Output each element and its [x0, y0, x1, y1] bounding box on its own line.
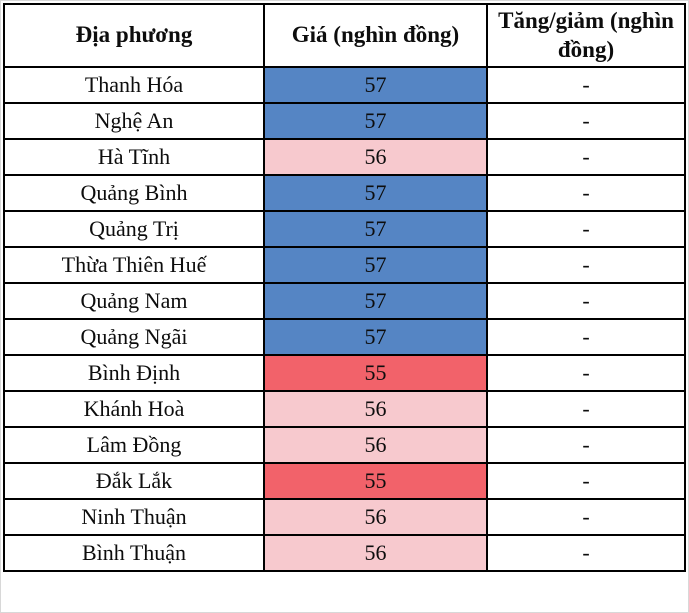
change-cell: -	[487, 67, 685, 103]
change-cell: -	[487, 427, 685, 463]
table-body	[4, 67, 685, 571]
province-cell: Hà Tĩnh	[4, 139, 264, 175]
col-header-province: Địa phương	[4, 4, 264, 67]
province-cell: Thừa Thiên Huế	[4, 247, 264, 283]
table-row	[4, 463, 685, 499]
change-cell: -	[487, 499, 685, 535]
province-cell: Thanh Hóa	[4, 67, 264, 103]
col-header-price: Giá (nghìn đồng)	[264, 4, 487, 67]
province-cell: Quảng Nam	[4, 283, 264, 319]
price-cell: 57	[264, 247, 487, 283]
table-row	[4, 139, 685, 175]
price-cell: 57	[264, 175, 487, 211]
change-cell: -	[487, 103, 685, 139]
price-cell: 57	[264, 103, 487, 139]
province-cell: Quảng Ngãi	[4, 319, 264, 355]
table-row	[4, 427, 685, 463]
province-cell: Lâm Đồng	[4, 427, 264, 463]
table-row	[4, 283, 685, 319]
price-cell: 57	[264, 67, 487, 103]
price-cell: 55	[264, 355, 487, 391]
table-row	[4, 499, 685, 535]
table-header	[4, 4, 685, 67]
table-row	[4, 175, 685, 211]
price-cell: 57	[264, 283, 487, 319]
change-cell: -	[487, 319, 685, 355]
col-header-change-label: Tăng/giảm (nghìn đồng)	[498, 7, 674, 62]
change-cell: -	[487, 211, 685, 247]
price-cell: 57	[264, 319, 487, 355]
price-table	[3, 3, 686, 572]
change-cell: -	[487, 463, 685, 499]
table-row	[4, 535, 685, 571]
change-cell: -	[487, 139, 685, 175]
change-cell: -	[487, 355, 685, 391]
col-header-change	[487, 4, 685, 67]
table-row	[4, 391, 685, 427]
table-row	[4, 103, 685, 139]
province-cell: Ninh Thuận	[4, 499, 264, 535]
province-cell: Nghệ An	[4, 103, 264, 139]
price-cell: 56	[264, 139, 487, 175]
province-cell: Khánh Hoà	[4, 391, 264, 427]
price-cell: 57	[264, 211, 487, 247]
change-cell: -	[487, 283, 685, 319]
table-row	[4, 247, 685, 283]
change-cell: -	[487, 391, 685, 427]
table-row	[4, 67, 685, 103]
province-cell: Quảng Trị	[4, 211, 264, 247]
price-cell: 56	[264, 499, 487, 535]
price-cell: 55	[264, 463, 487, 499]
province-cell: Quảng Bình	[4, 175, 264, 211]
change-cell: -	[487, 247, 685, 283]
province-cell: Bình Định	[4, 355, 264, 391]
change-cell: -	[487, 535, 685, 571]
price-cell: 56	[264, 427, 487, 463]
province-cell: Đắk Lắk	[4, 463, 264, 499]
province-cell: Bình Thuận	[4, 535, 264, 571]
price-cell: 56	[264, 391, 487, 427]
price-cell: 56	[264, 535, 487, 571]
header-row	[4, 4, 685, 67]
table-row	[4, 355, 685, 391]
table-row	[4, 211, 685, 247]
table-row	[4, 319, 685, 355]
change-cell: -	[487, 175, 685, 211]
